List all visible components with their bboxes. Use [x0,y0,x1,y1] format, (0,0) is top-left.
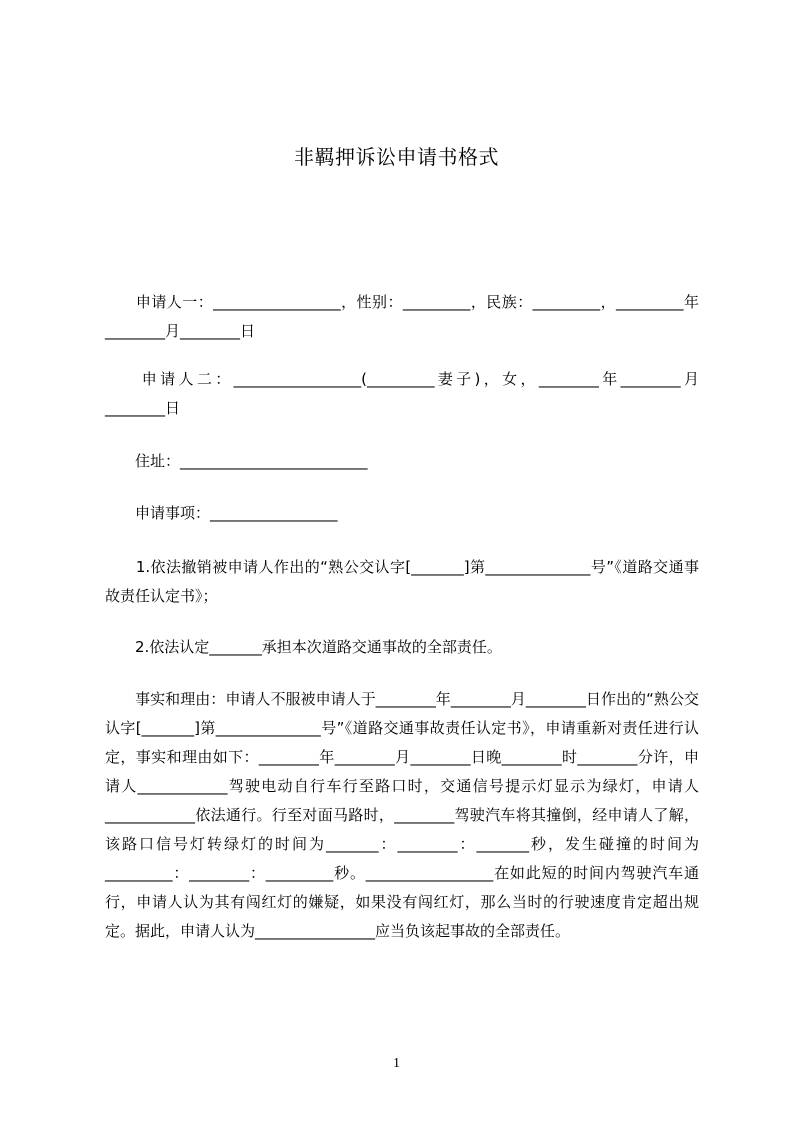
address-paragraph: 住址：_________________________ [105,452,368,470]
applicant-one-paragraph: 申请人一：_________________，性别：_________，民族：_________，_________年________月________日 [105,293,699,340]
document-title: 非羁押诉讼申请书格式 [294,145,499,169]
facts-and-reasons-paragraph: 事实和理由：申请人不服被申请人于________年________月________日作出的“熟公交认字[_______]第______________号”《道路交通事故责任认定书》，申请重新对责任进行认定，事实和理由如下：________年________月________日晚________时________分许，申请人____________驾驶电动自行车行至路口时，交通信号提示灯显示为绿灯，申请人____________依法通行。行至对面马路时，________驾驶汽车将其撞倒，经申请人了解，该路口信号灯转绿灯的时间为_______：________：_______秒，发生碰撞的时间为_________：________：_________秒。_________________在如此短的时间内驾驶汽车通行，申请人认为其有闯红灯的嫌疑，如果没有闯红灯，那么当时的行驶速度肯定超出规定。据此，申请人认为________________应当负该起事故的全部责任。 [105,690,699,940]
request-items-paragraph: 申请事项：_________________ [105,504,338,522]
page-number: 1 [393,1056,400,1071]
request-item-1: 1.依法撤销被申请人作出的“熟公交认字[_______]第______________号”《道路交通事故责任认定书》； [105,558,699,605]
request-item-2: 2.依法认定_______承担本次道路交通事故的全部责任。 [105,638,502,656]
applicant-two-paragraph: 申请人二：_________________(_________妻子)，女，________年________月________日 [105,370,699,417]
